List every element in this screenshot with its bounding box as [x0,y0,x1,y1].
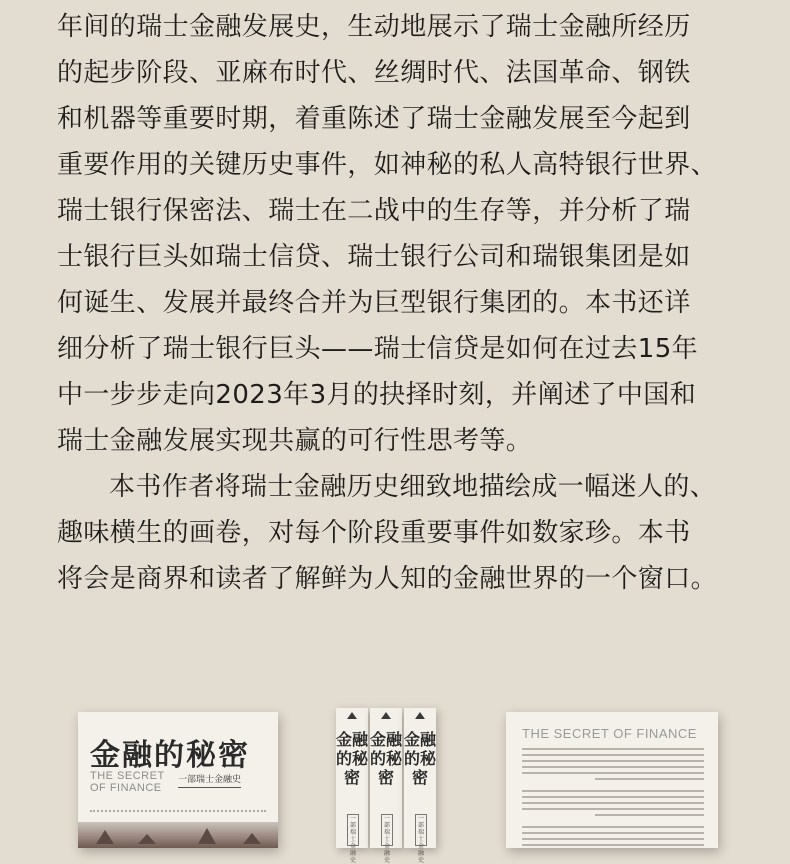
front-cover-title: 金融的秘密 [90,738,250,773]
front-cover-illustration [78,822,278,848]
rooftop-shape [138,834,156,844]
spine-title: 金融的秘密 [404,730,437,787]
text-line: 和机器等重要时期，着重陈述了瑞士金融发展至今起到 [57,104,691,134]
text-line: 重要作用的关键历史事件，如神秘的私人高特银行世界、 [57,150,718,180]
text-line: 瑞士金融发展实现共赢的可行性思考等。 [57,426,533,456]
spine-subtitle: 一部瑞士金融史 [347,814,359,846]
text-line: 细分析了瑞士银行巨头——瑞士信贷是如何在过去15年 [57,334,699,364]
text-line: 的起步阶段、亚麻布时代、丝绸时代、法国革命、钢铁 [57,58,691,88]
spine-subtitle: 一部瑞士金融史 [415,814,427,846]
publisher-logo-icon [415,712,425,719]
rooftop-shape [198,828,216,844]
description-paragraph-1 [57,4,747,464]
text-line: 何诞生、发展并最终合并为巨型银行集团的。本书还详 [57,288,691,318]
text-line: 将会是商界和读者了解鲜为人知的金融世界的一个窗口。 [57,564,718,594]
spine-title: 金融的秘密 [370,730,403,787]
book-front-cover [78,712,278,848]
publisher-logo-icon [381,712,391,719]
text-line: 本书作者将瑞士金融历史细致地描绘成一幅迷人的、 [109,472,717,502]
rooftop-shape [243,833,261,844]
front-cover-authors [90,810,266,816]
text-line: 瑞士银行保密法、瑞士在二战中的生存等，并分析了瑞 [57,196,691,226]
front-cover-subtitle: 一部瑞士金融史 [178,772,241,788]
text-line: 中一步步走向2023年3月的抉择时刻，并阐述了中国和 [57,380,697,410]
description-paragraph-2 [57,464,747,602]
book-spine-1 [336,708,369,864]
book-spine-2 [370,708,403,864]
book-spine-3 [404,708,437,864]
back-cover-text-block [522,748,704,850]
rooftop-shape [96,830,114,844]
text-line: 趣味横生的画卷，对每个阶段重要事件如数家珍。本书 [57,518,691,548]
spine-title: 金融的秘密 [336,730,369,787]
spine-subtitle: 一部瑞士金融史 [381,814,393,846]
text-line: 士银行巨头如瑞士信贷、瑞士银行公司和瑞银集团是如 [57,242,691,272]
back-cover-title-en: THE SECRET OF FINANCE [522,726,697,741]
book-back-cover [506,712,718,848]
publisher-logo-icon [347,712,357,719]
book-description [57,4,747,602]
front-cover-title-en: THE SECRET OF FINANCE [90,770,165,794]
text-line: 年间的瑞士金融发展史，生动地展示了瑞士金融所经历 [57,12,691,42]
book-photo [0,708,790,864]
